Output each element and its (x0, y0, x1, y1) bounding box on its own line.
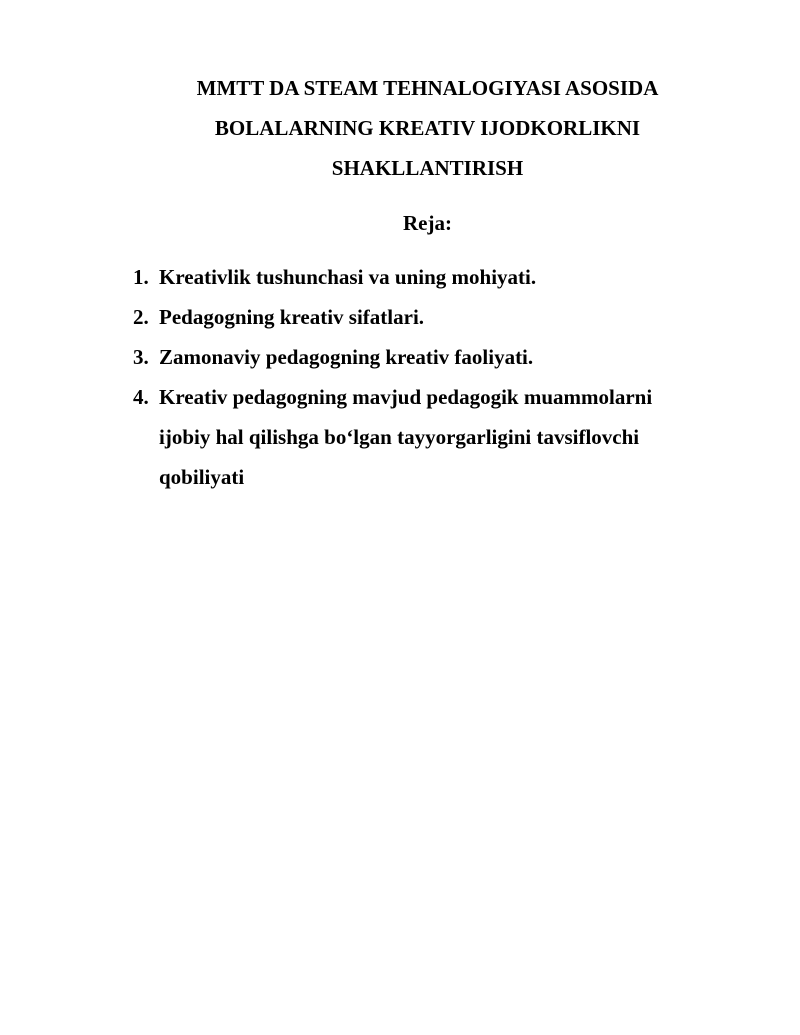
plan-item (133, 337, 733, 377)
plan-item-text (159, 257, 733, 297)
title-line: MMTT DA STEAM TEHNALOGIYASI ASOSIDA (196, 76, 659, 100)
plan-item-line: Pedagogning kreativ sifatlari. (159, 305, 425, 329)
plan-heading: Reja: (403, 211, 452, 235)
plan-item-line: Kreativlik tushunchasi va uning mohiyati. (159, 265, 537, 289)
document-title (110, 68, 745, 188)
plan-item-line: Zamonaviy pedagogning kreativ faoliyati. (159, 345, 534, 369)
plan-item (133, 377, 733, 497)
plan-list (133, 257, 733, 497)
plan-item (133, 297, 733, 337)
plan-item-line: qobiliyati (159, 465, 245, 489)
plan-item-number: 3. (133, 345, 149, 369)
plan-item-number: 4. (133, 385, 149, 409)
plan-item-number: 1. (133, 265, 149, 289)
title-line: SHAKLLANTIRISH (331, 156, 524, 180)
plan-item-text (159, 337, 733, 377)
plan-item (133, 257, 733, 297)
plan-item-number: 2. (133, 305, 149, 329)
plan-item-line: Kreativ pedagogning mavjud pedagogik muammolarni (159, 385, 653, 409)
plan-item-line: ijobiy hal qilishga bo‘lgan tayyorgarligini tavsiflovchi (159, 425, 640, 449)
plan-item-text (159, 377, 733, 497)
plan-item-text (159, 297, 733, 337)
title-line: BOLALARNING KREATIV IJODKORLIKNI (214, 116, 641, 140)
